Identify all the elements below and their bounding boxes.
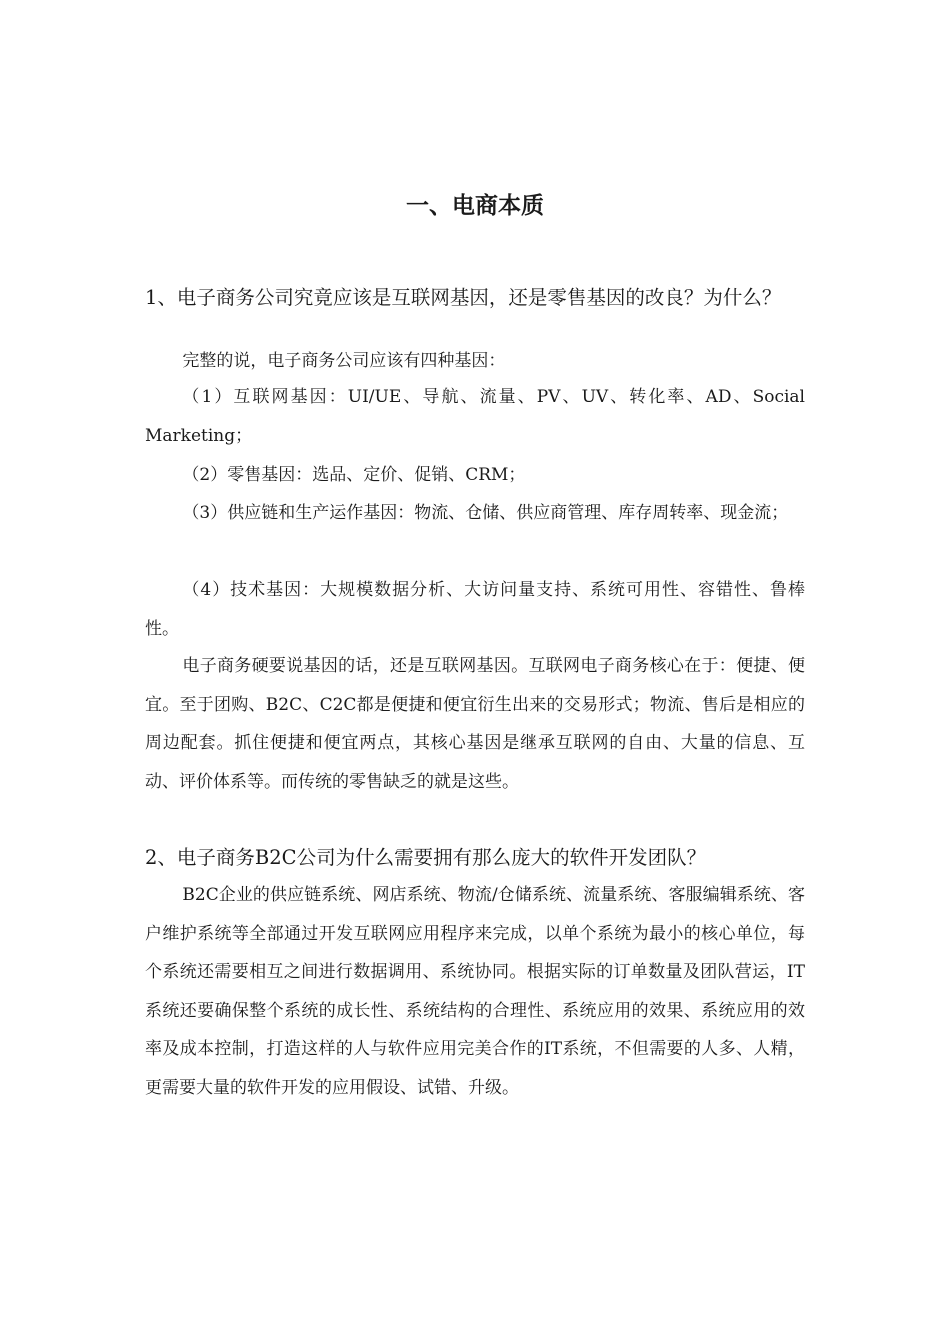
paragraph-1-1: 完整的说，电子商务公司应该有四种基因： bbox=[182, 351, 506, 371]
question-2: 2、电子商务B2C公司为什么需要拥有那么庞大的软件开发团队？ bbox=[145, 846, 707, 869]
paragraph-1-4: （3）供应链和生产运作基因：物流、仓储、供应商管理、库存周转率、现金流； bbox=[182, 503, 789, 523]
paragraph-2-1: B2C企业的供应链系统、网店系统、物流/仓储系统、流量系统、客服编辑系统、客户维护系统等全部通过开发互联网应用程序来完成，以单个系统为最小的核心单位，每个系统还需要相互之间进行数据调用、系统协同。根据实际的订单数量及团队营运，IT系统还要确保整个系统的成长性、系统结构的合理性、系统应用的效果、系统应用的效率及成本控制，打造这样的人与软件应用完美合作的IT系统，不但需要的人多、人精，更需要大量的软件开发的应用假设、试错、升级。 bbox=[145, 885, 805, 1098]
paragraph-1-3: （2）零售基因：选品、定价、促销、CRM； bbox=[182, 465, 526, 485]
page-title: 一、电商本质 bbox=[406, 193, 544, 219]
paragraph-1-2: （1）互联网基因：UI/UE、导航、流量、PV、UV、转化率、AD、Social Marketing； bbox=[145, 387, 805, 446]
paragraph-1-6: 电子商务硬要说基因的话，还是互联网基因。互联网电子商务核心在于：便捷、便宜。至于团购、B2C、C2C都是便捷和便宜衍生出来的交易形式；物流、售后是相应的周边配套。抓住便捷和便宜两点，其核心基因是继承互联网的自由、大量的信息、互动、评价体系等。而传统的零售缺乏的就是这些。 bbox=[145, 656, 805, 792]
paragraph-1-5: （4）技术基因：大规模数据分析、大访问量支持、系统可用性、容错性、鲁棒性。 bbox=[145, 580, 805, 639]
question-1: 1、电子商务公司究竟应该是互联网基因，还是零售基因的改良？为什么？ bbox=[145, 286, 782, 309]
